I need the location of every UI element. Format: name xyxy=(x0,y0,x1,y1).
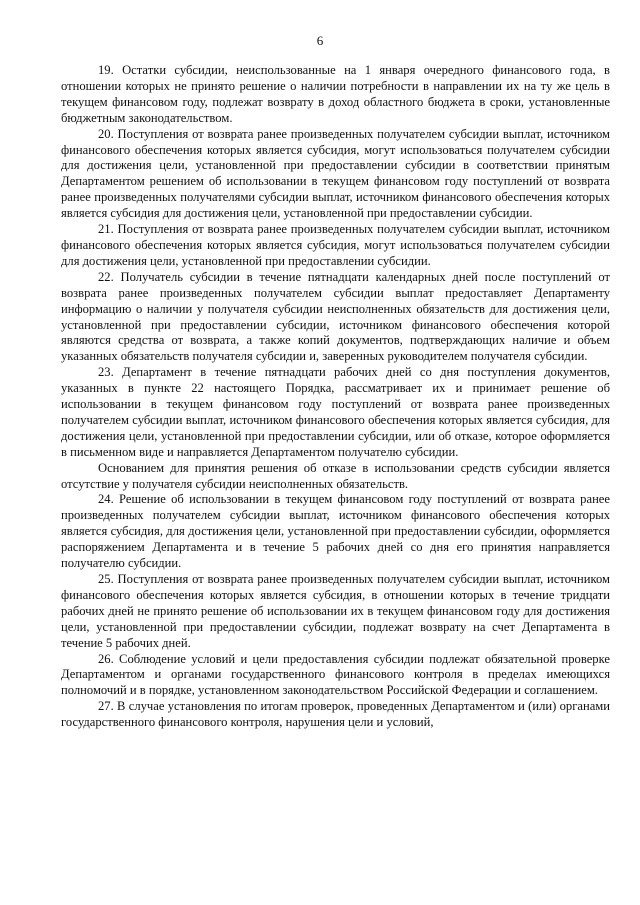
paragraph-19: 19. Остатки субсидии, неиспользованные на 1 января очередного финансового года, в отношении которых не принято решение о наличии потребности в направлении их на ту же цель в текущем финансовом году, подлежат возврату в доход областного бюджета в сроки, установленные бюджетным законодательством. xyxy=(61,63,610,125)
paragraph-25: 25. Поступления от возврата ранее произведенных получателем субсидии выплат, источником финансового обеспечения которых является субсидия, в отношении которых в течение тридцати рабочих дней не принято решение об использовании их в текущем финансовом году для достижения цели, установленной при предоставлении субсидии, подлежат возврату на счет Департамента в течение 5 рабочих дней. xyxy=(61,572,610,650)
paragraph-23: 23. Департамент в течение пятнадцати рабочих дней со дня поступления документов, указанных в пункте 22 настоящего Порядка, рассматривает их и принимает решение об использовании в текущем финансовом году поступлений от возврата ранее произведенных получателем субсидии выплат, источником финансового обеспечения которых является субсидия, для достижения цели, установленной при предоставлении субсидии, или об отказе, которое оформляется в письменном виде и направляется Департаментом получателю субсидии. xyxy=(61,365,610,459)
paragraph-24: 24. Решение об использовании в текущем финансовом году поступлений от возврата ранее произведенных получателем субсидии выплат, источником финансового обеспечения которых является субсидия, для достижения цели, установленной при предоставлении субсидии, оформляется распоряжением Департамента и в течение 5 рабочих дней со дня его принятия направляется получателю субсидии. xyxy=(61,492,610,571)
document-body xyxy=(61,63,610,731)
paragraph-22: 22. Получатель субсидии в течение пятнадцати календарных дней после поступлений от возврата ранее произведенных получателем субсидии выплат предоставляет Департаменту информацию о наличии у получателя субсидии неисполненных обязательств для достижения цели, установленной при предоставлении субсидии, источником финансового обеспечения которой являются средства от возврата, а также копий документов, подтверждающих наличие и объем указанных обязательств получателя субсидии и, заверенных руководителем получателя субсидии. xyxy=(61,269,610,364)
paragraph-20: 20. Поступления от возврата ранее произведенных получателем субсидии выплат, источником финансового обеспечения которых является субсидия, могут использоваться получателем субсидии для достижения цели, установленной при предоставлении субсидии в соответствии принятым Департаментом решением об использовании в текущем финансовом году поступлений от возврата ранее произведенных получателями субсидии выплат, источником финансового обеспечения которых является субсидия для достижения цели, установленной при предоставлении субсидии. xyxy=(61,126,610,221)
paragraph-23-refusal-basis: Основанием для принятия решения об отказе в использовании средств субсидии является отсутствие у получателя субсидии неисполненных обязательств. xyxy=(61,460,610,491)
paragraph-26: 26. Соблюдение условий и цели предоставления субсидии подлежат обязательной проверке Департаментом и органами государственного финансового контроля в пределах имеющихся полномочий и в порядке, установленном законодательством Российской Федерации и соглашением. xyxy=(61,651,610,698)
paragraph-27: 27. В случае установления по итогам проверок, проведенных Департаментом и (или) органами государственного финансового контроля, нарушения цели и условий, xyxy=(61,699,610,730)
page-number: 6 xyxy=(316,33,324,48)
paragraph-21: 21. Поступления от возврата ранее произведенных получателем субсидии выплат, источником финансового обеспечения которых является субсидия, могут использоваться получателем субсидии для достижения цели, установленной при предоставлении субсидии. xyxy=(61,222,610,268)
